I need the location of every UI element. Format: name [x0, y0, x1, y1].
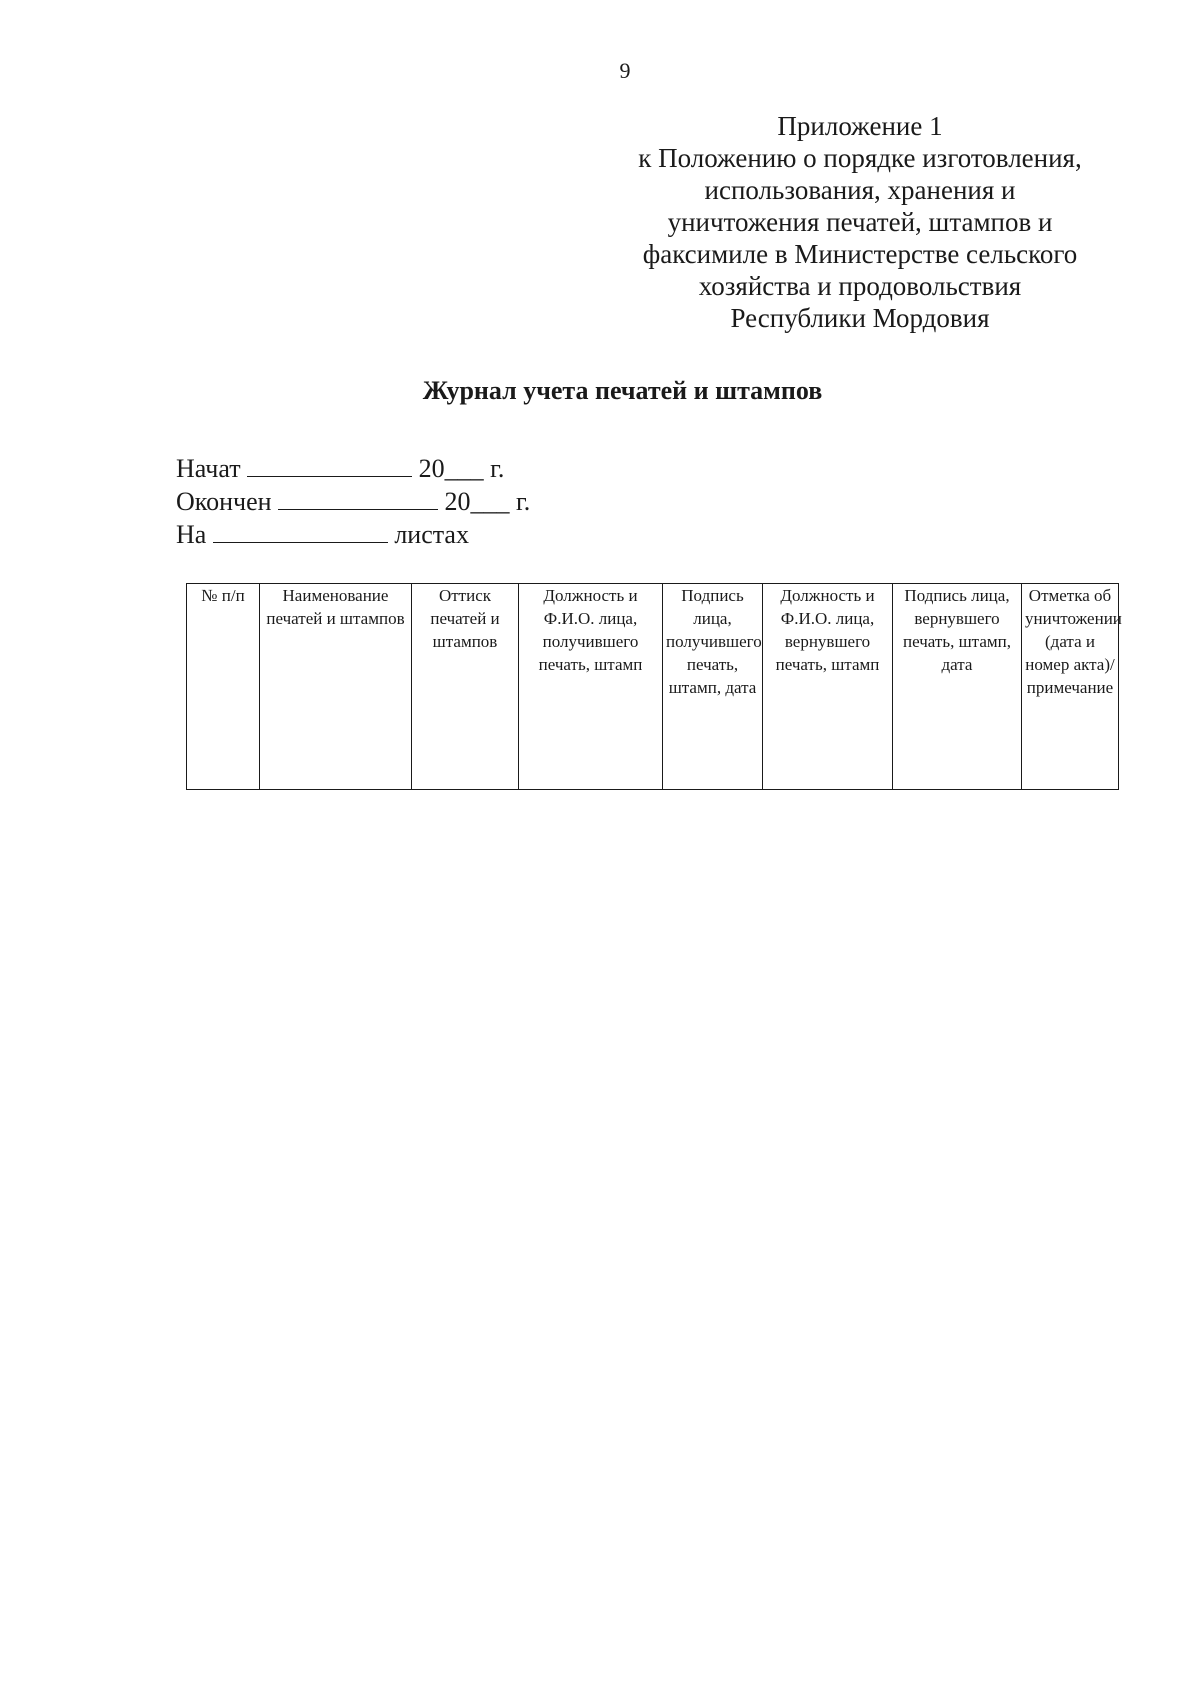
page-number: 9	[619, 58, 631, 83]
appendix-line: Приложение 1	[777, 111, 943, 141]
started-label: Начат	[176, 454, 241, 483]
column-header-seal-name: Наименование печатей и штампов	[260, 584, 412, 790]
document-title: Журнал учета печатей и штампов	[422, 376, 823, 405]
started-date-blank[interactable]	[247, 454, 412, 477]
appendix-line: использования, хранения и	[704, 175, 1016, 205]
column-header-returner: Должность и Ф.И.О. лица, вернувшего печать, штамп	[763, 584, 893, 790]
journal-meta	[176, 452, 530, 551]
started-year: 20___ г.	[418, 454, 505, 483]
appendix-line: к Положению о порядке изготовления,	[638, 143, 1082, 173]
column-header-receiver: Должность и Ф.И.О. лица, получившего печать, штамп	[519, 584, 663, 790]
column-header-receiver-signature: Подпись лица, получившего печать, штамп, дата	[663, 584, 763, 790]
sheets-line	[176, 518, 530, 551]
column-header-returner-signature: Подпись лица, вернувшего печать, штамп, дата	[893, 584, 1022, 790]
started-line	[176, 452, 530, 485]
ended-date-blank[interactable]	[278, 487, 438, 510]
ended-label: Окончен	[176, 487, 272, 516]
sheets-suffix: листах	[394, 520, 469, 549]
appendix-line: уничтожения печатей, штампов и	[667, 207, 1053, 237]
sheets-count-blank[interactable]	[213, 520, 388, 543]
appendix-line: факсимиле в Министерстве сельского	[642, 239, 1078, 269]
column-header-destruction-note: Отметка об уничтожении (дата и номер акта)/ примечание	[1022, 584, 1119, 790]
table-header-row	[187, 584, 1119, 790]
appendix-line: хозяйства и продовольствия	[698, 271, 1022, 301]
appendix-line: Республики Мордовия	[730, 303, 990, 333]
ended-line	[176, 485, 530, 518]
column-header-seal-imprint: Оттиск печатей и штампов	[412, 584, 519, 790]
column-header-number: № п/п	[187, 584, 260, 790]
journal-table	[186, 583, 1122, 790]
ended-year: 20___ г.	[444, 487, 531, 516]
appendix-header	[600, 110, 1120, 334]
sheets-label: На	[176, 520, 207, 549]
